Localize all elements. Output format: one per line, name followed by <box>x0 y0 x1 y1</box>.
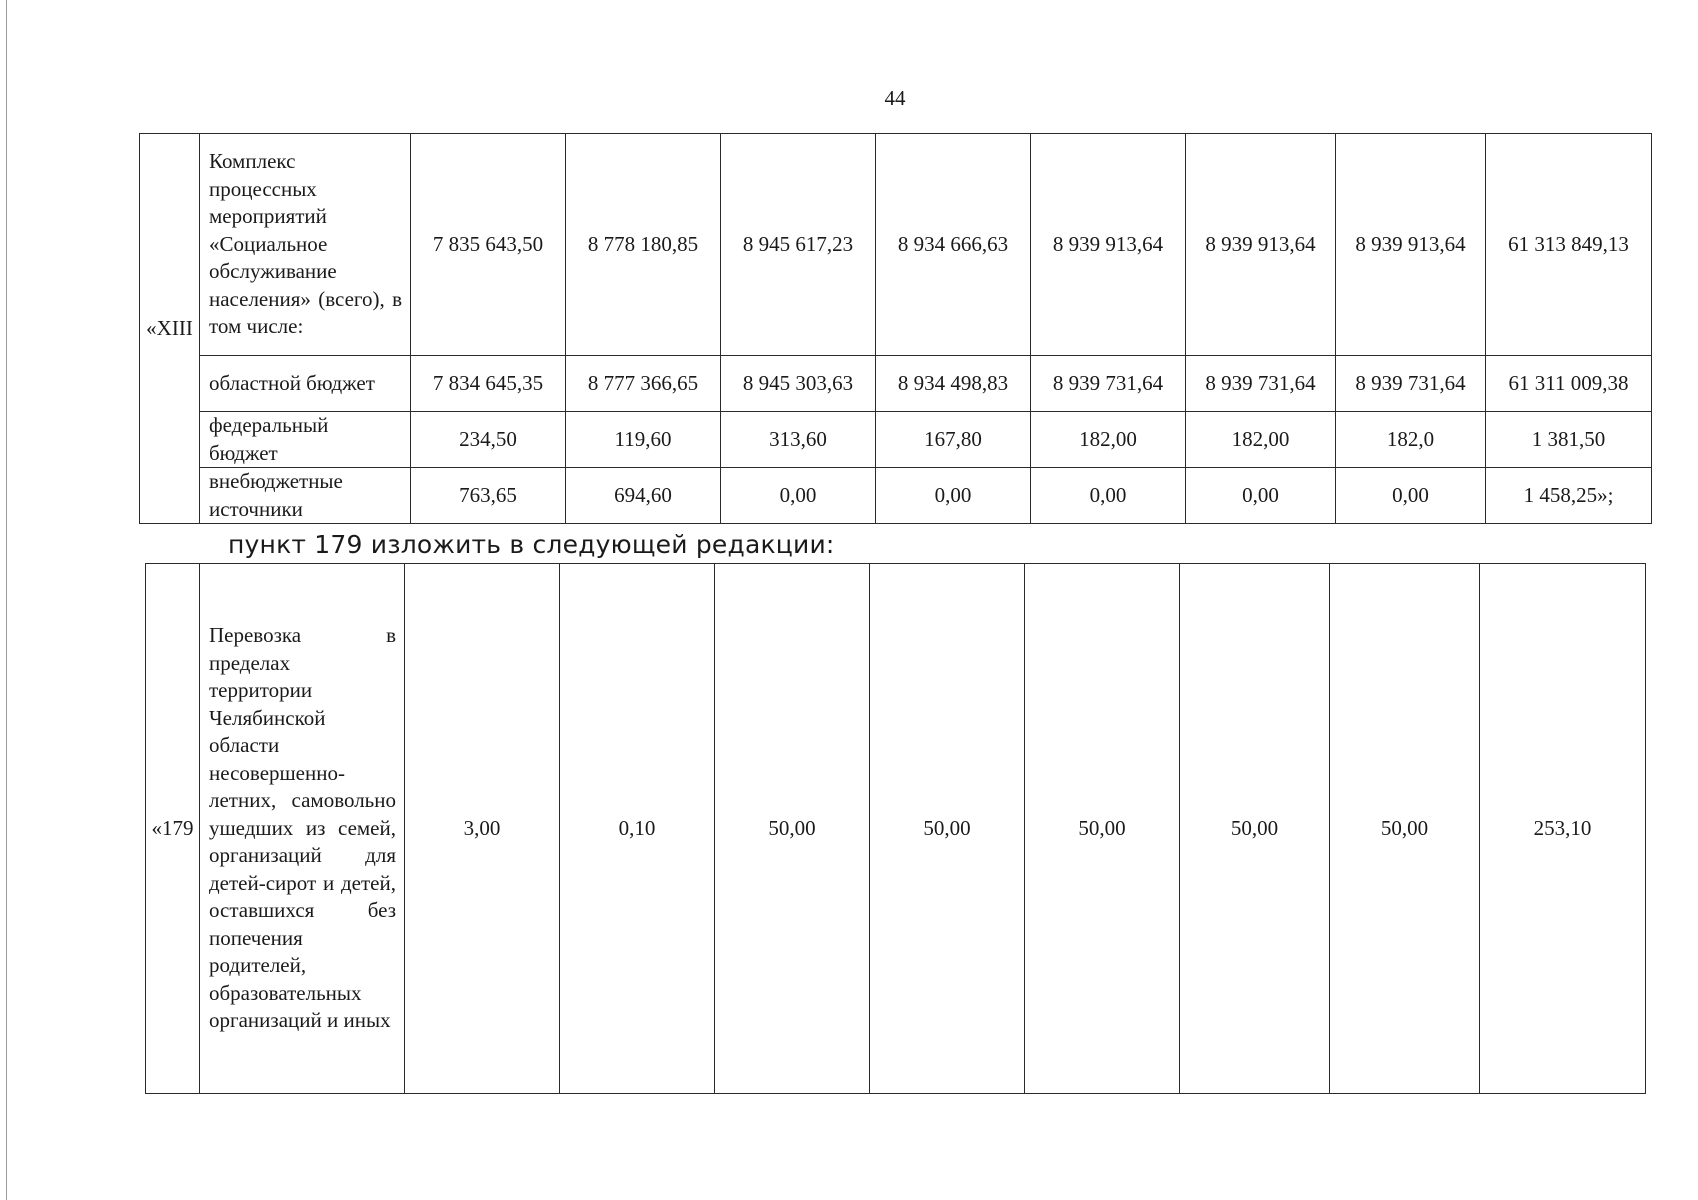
value-cell: 694,60 <box>566 468 721 524</box>
value-cell: 182,0 <box>1336 412 1486 468</box>
total-cell: 1 458,25»; <box>1486 468 1652 524</box>
value-cell: 8 777 366,65 <box>566 356 721 412</box>
value-cell: 0,00 <box>876 468 1031 524</box>
value-cell: 8 945 303,63 <box>721 356 876 412</box>
amendment-note: пункт 179 изложить в следующей редакции: <box>228 530 835 559</box>
table-row <box>146 564 1646 1094</box>
value-cell: 8 939 731,64 <box>1336 356 1486 412</box>
table-row <box>140 134 1652 356</box>
table-row <box>140 468 1652 524</box>
value-cell: 8 934 498,83 <box>876 356 1031 412</box>
table-row <box>140 412 1652 468</box>
row-name: Перевозка в пределах территории Челябинской области несовершенно- летних, самовольно ушедших из семей, организаций для детей-сирот и детей, оставшихся без попечения родителей, образовательных организаций и иных <box>200 564 405 1094</box>
row-index-xiii: «XIII <box>140 134 200 524</box>
value-cell: 8 945 617,23 <box>721 134 876 356</box>
page-edge-line <box>6 0 7 1200</box>
value-cell: 0,00 <box>721 468 876 524</box>
row-name: областной бюджет <box>200 356 411 412</box>
value-cell: 50,00 <box>1180 564 1330 1094</box>
transport-table-179 <box>145 563 1646 1094</box>
row-name: внебюджетные источники <box>200 468 411 524</box>
value-cell: 8 934 666,63 <box>876 134 1031 356</box>
value-cell: 8 939 913,64 <box>1031 134 1186 356</box>
row-name: федеральный бюджет <box>200 412 411 468</box>
value-cell: 167,80 <box>876 412 1031 468</box>
value-cell: 8 939 913,64 <box>1336 134 1486 356</box>
value-cell: 119,60 <box>566 412 721 468</box>
row-index-179: «179 <box>146 564 200 1094</box>
value-cell: 182,00 <box>1186 412 1336 468</box>
value-cell: 763,65 <box>411 468 566 524</box>
value-cell: 8 939 731,64 <box>1031 356 1186 412</box>
total-cell: 1 381,50 <box>1486 412 1652 468</box>
row-name: Комплекс процессных мероприятий «Социальное обслуживание населения» (всего), в том числе: <box>200 134 411 356</box>
value-cell: 50,00 <box>870 564 1025 1094</box>
value-cell: 7 835 643,50 <box>411 134 566 356</box>
value-cell: 0,00 <box>1336 468 1486 524</box>
value-cell: 234,50 <box>411 412 566 468</box>
value-cell: 50,00 <box>1330 564 1480 1094</box>
value-cell: 8 939 913,64 <box>1186 134 1336 356</box>
value-cell: 8 939 731,64 <box>1186 356 1336 412</box>
value-cell: 313,60 <box>721 412 876 468</box>
table-row <box>140 356 1652 412</box>
value-cell: 0,00 <box>1031 468 1186 524</box>
value-cell: 50,00 <box>715 564 870 1094</box>
total-cell: 61 313 849,13 <box>1486 134 1652 356</box>
value-cell: 0,00 <box>1186 468 1336 524</box>
value-cell: 182,00 <box>1031 412 1186 468</box>
value-cell: 50,00 <box>1025 564 1180 1094</box>
budget-table-xiii <box>139 133 1652 524</box>
value-cell: 0,10 <box>560 564 715 1094</box>
value-cell: 3,00 <box>405 564 560 1094</box>
total-cell: 61 311 009,38 <box>1486 356 1652 412</box>
page-number: 44 <box>884 86 906 110</box>
value-cell: 8 778 180,85 <box>566 134 721 356</box>
value-cell: 7 834 645,35 <box>411 356 566 412</box>
total-cell: 253,10 <box>1480 564 1646 1094</box>
